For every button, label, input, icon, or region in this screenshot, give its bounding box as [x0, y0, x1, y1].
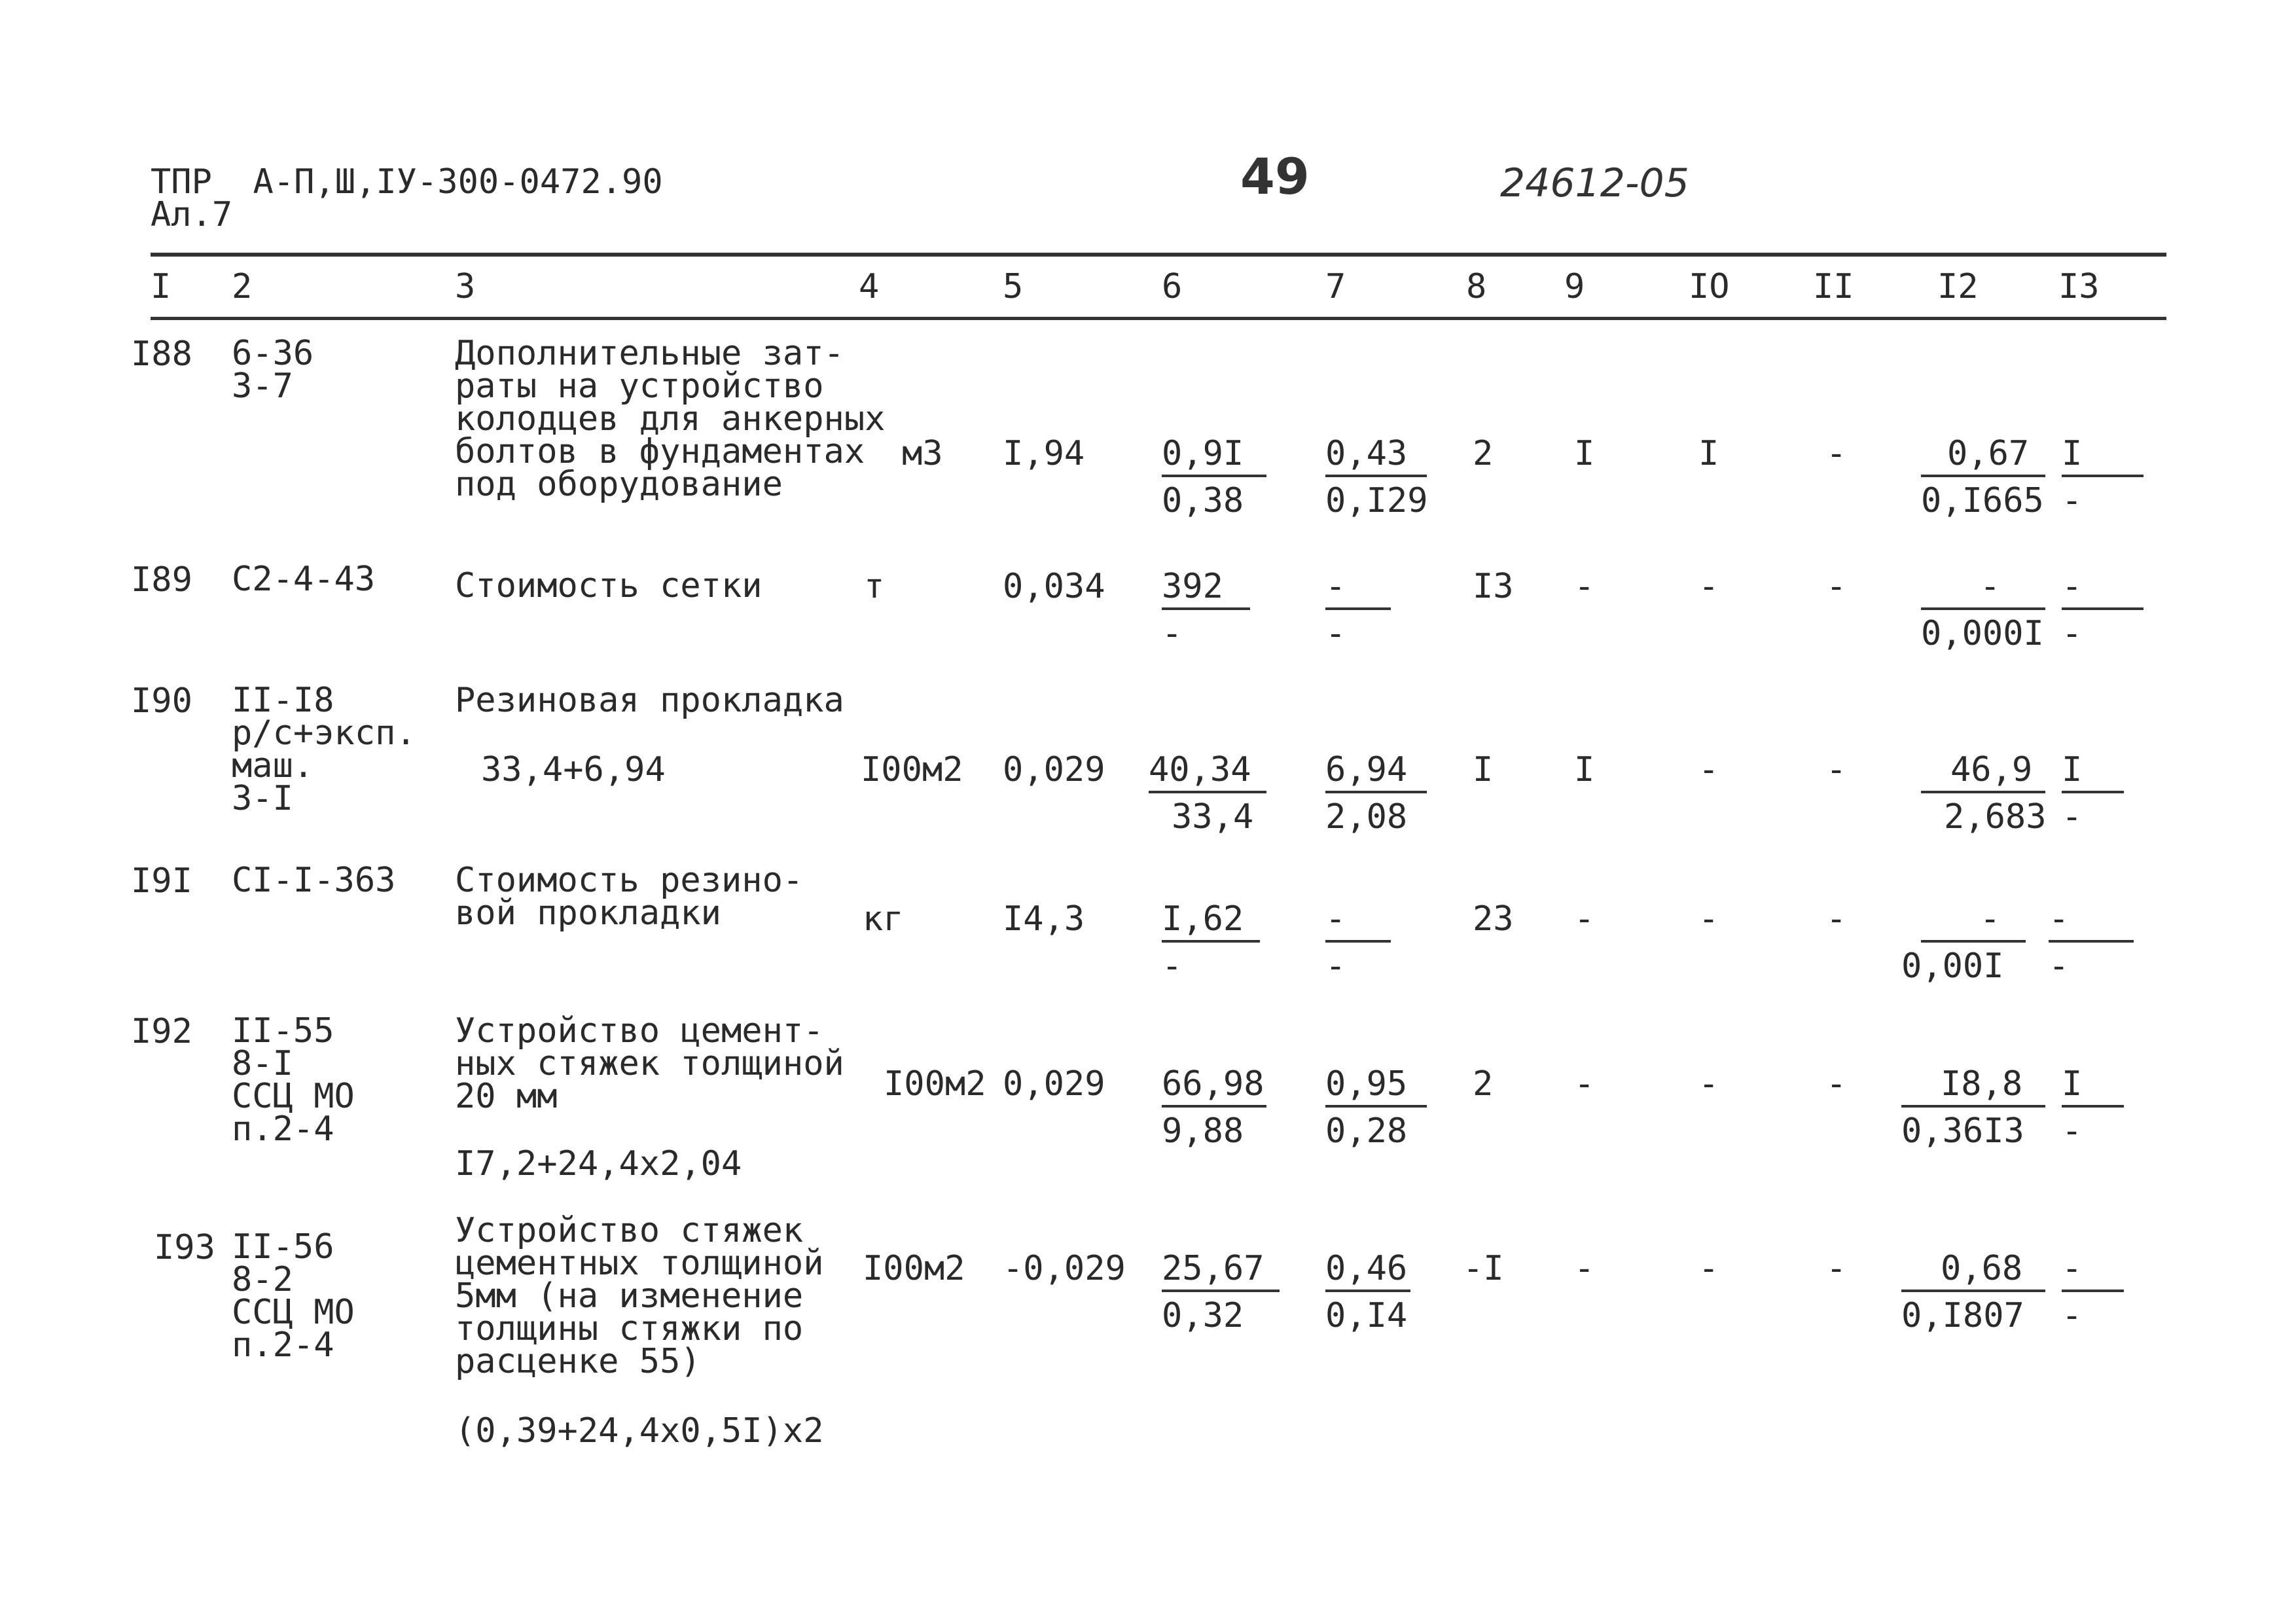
value-col9: - [1574, 1064, 1595, 1104]
document-number: 24612-05 [1500, 160, 1689, 206]
column-header: 8 [1466, 267, 1487, 306]
rate-code: II-55 8-I ССЦ МО п.2-4 [232, 1011, 355, 1149]
unit: т [864, 567, 885, 606]
album-number: Ал.7 [151, 195, 233, 234]
work-description: Стоимость сетки [455, 566, 762, 605]
rate-code: 6-36 3-7 [232, 334, 314, 406]
value-col9: - [1574, 567, 1595, 606]
page-number: 49 [1240, 147, 1310, 206]
quantity: -0,029 [1003, 1249, 1126, 1288]
unit: I00м2 [863, 1249, 965, 1288]
value-col8: 2 [1473, 434, 1494, 473]
value-col8: I3 [1473, 567, 1514, 606]
quantity: 0,029 [1003, 750, 1105, 789]
value-col11: - [1826, 750, 1847, 789]
unit: I00м2 [861, 750, 963, 789]
value-col10: - [1698, 750, 1719, 789]
value-col11: - [1826, 1249, 1847, 1288]
quantity: 0,029 [1003, 1064, 1105, 1104]
unit: I00м2 [884, 1064, 986, 1104]
quantity-formula: (0,39+24,4х0,5I)х2 [455, 1411, 824, 1451]
value-col11: - [1826, 567, 1847, 606]
rate-code: II-I8 р/с+эксп. маш. 3-I [232, 681, 416, 818]
document-code: ТПР А-П,Ш,IУ-300-0472.90 [151, 162, 663, 202]
value-col8: -I [1463, 1249, 1504, 1288]
value-col9: - [1574, 1249, 1595, 1288]
row-number: I9I [131, 861, 192, 901]
unit: м3 [902, 434, 943, 473]
quantity: 0,034 [1003, 567, 1105, 606]
table-header-rule [151, 317, 2166, 320]
value-col10: - [1698, 899, 1719, 939]
rate-code: С2-4-43 [232, 560, 376, 599]
work-description: Устройство стяжек цементных толщиной 5мм (на изменение толщины стяжки по расценке 55) [455, 1211, 824, 1381]
work-description: Стоимость резино- вой прокладки [455, 861, 804, 933]
table-top-rule [151, 253, 2166, 257]
value-col11: - [1826, 899, 1847, 939]
column-header: 3 [455, 267, 476, 306]
column-header: I [151, 267, 171, 306]
rate-code: II-56 8-2 ССЦ МО п.2-4 [232, 1227, 355, 1365]
column-header: 6 [1162, 267, 1183, 306]
row-number: I93 [154, 1228, 215, 1267]
row-number: I90 [131, 681, 192, 721]
column-header: 2 [232, 267, 253, 306]
column-header: II [1813, 267, 1854, 306]
value-col10: - [1698, 1064, 1719, 1104]
value-col8: 23 [1473, 899, 1514, 939]
value-col9: I [1574, 750, 1595, 789]
value-col8: 2 [1473, 1064, 1494, 1104]
value-col10: - [1698, 1249, 1719, 1288]
column-header: 9 [1564, 267, 1585, 306]
column-header: IO [1689, 267, 1730, 306]
column-header: I2 [1937, 267, 1979, 306]
column-header: 7 [1325, 267, 1346, 306]
value-col11: - [1826, 434, 1847, 473]
quantity-formula: I7,2+24,4х2,04 [455, 1144, 742, 1183]
work-description: Устройство цемент- ных стяжек толщиной 20 мм [455, 1011, 844, 1116]
value-col11: - [1826, 1064, 1847, 1104]
quantity-formula: 33,4+6,94 [481, 750, 666, 789]
row-number: I89 [131, 560, 192, 600]
column-header: 5 [1003, 267, 1024, 306]
work-description: Резиновая прокладка [455, 681, 844, 720]
unit: кг [863, 899, 904, 939]
quantity: I4,3 [1003, 899, 1085, 939]
quantity: I,94 [1003, 434, 1085, 473]
value-col9: I [1574, 434, 1595, 473]
column-header: I3 [2058, 267, 2100, 306]
value-col9: - [1574, 899, 1595, 939]
rate-code: СI-I-363 [232, 861, 396, 900]
value-col10: - [1698, 567, 1719, 606]
row-number: I88 [131, 334, 192, 374]
column-header: 4 [859, 267, 880, 306]
value-col8: I [1473, 750, 1494, 789]
value-col10: I [1698, 434, 1719, 473]
row-number: I92 [131, 1012, 192, 1051]
work-description: Дополнительные зат- раты на устройство колодцев для анкерных болтов в фундаментах под оборудование [455, 334, 886, 504]
